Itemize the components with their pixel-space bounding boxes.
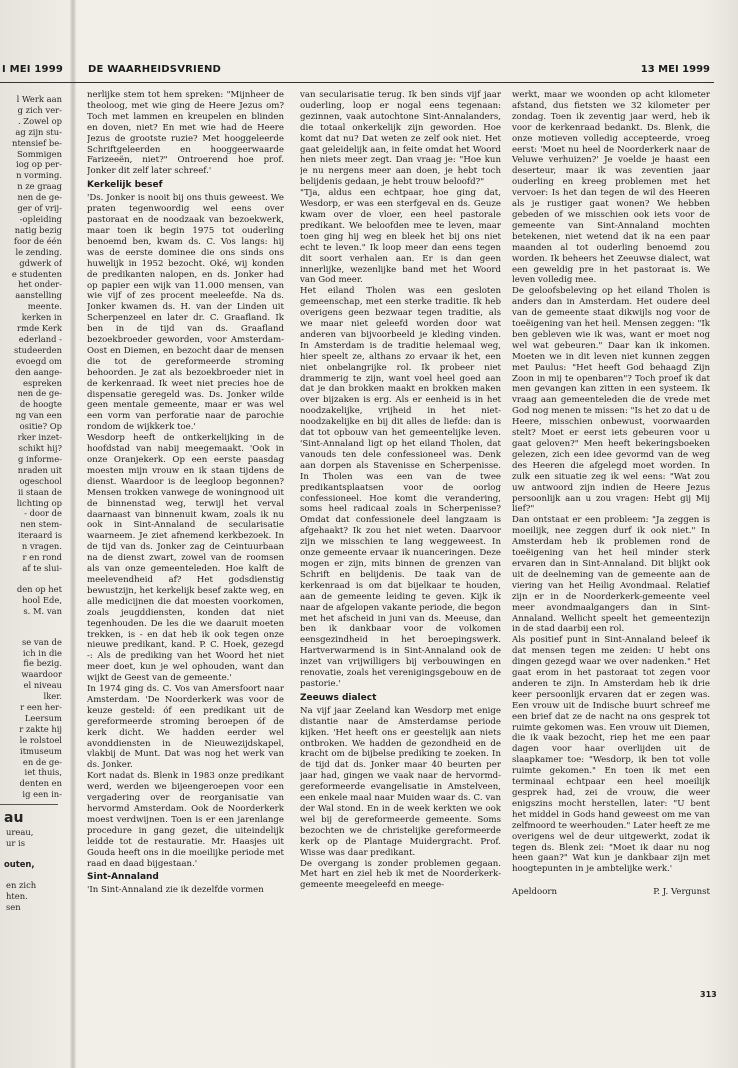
strip-rule: [0, 804, 58, 805]
paragraph: "Tja, aldus een echtpaar, hoe ging dat, Wesdorp, er was een sterfgeval en ds. Geuze kwam over de vloer, een heel pastorale predikant. We beloofden mee te leven, maar toen ging hij weg en bleek het bij ons niet echt te leven." Ik loop meer dan eens tegen dit soort verhalen aan. Er is dan geen innerlijke, wezenlijke band met het Woord van God meer.: [300, 188, 501, 286]
signature-place: Apeldoorn: [512, 887, 558, 898]
strip-line: Leersum: [24, 712, 62, 723]
strip-line: ag zijn stu-: [15, 126, 62, 137]
strip-line: fie bezig.: [23, 658, 62, 669]
strip-line: g informe-: [18, 453, 62, 464]
strip-line: en zich: [6, 879, 37, 890]
strip-line: iet thuis,: [24, 767, 62, 778]
strip-line: r zakte hij: [19, 723, 62, 734]
strip-line: ureau,: [6, 827, 34, 838]
subheading-sint-annaland: Sint-Annaland: [87, 872, 159, 883]
strip-line: l Werk aan: [16, 94, 62, 104]
strip-line: studeerden: [13, 344, 62, 355]
strip-line: n vorming.: [16, 170, 62, 181]
strip-line: ositie? Op: [19, 421, 62, 432]
strip-line: het onder-: [18, 279, 62, 290]
strip-line: rmde Kerk: [17, 323, 62, 334]
strip-line: r een her-: [20, 702, 62, 713]
left-page-strip: [0, 94, 62, 934]
strip-line: ur is: [6, 838, 26, 849]
strip-line: gdwerk of: [19, 257, 62, 268]
strip-gap: [0, 849, 62, 859]
strip-line: foor de één: [13, 235, 62, 246]
strip-gap: [0, 617, 62, 627]
strip-line: n vragen.: [21, 541, 62, 552]
strip-bold-line: outen,: [4, 859, 35, 869]
strip-line: hool Ede,: [22, 594, 62, 605]
strip-line: ntensief be-: [12, 137, 62, 148]
paragraph: Wesdorp heeft de ontkerkelijking in de hoofdstad van nabij meegemaakt. 'Ook in onze Oranjekerk. Op een eerste paasdag moesten mijn vrouw en ik staan tijdens de dienst. Waardoor is de leegloop begonnen? Mensen trokken vanwege de woningnood uit de binnenstad weg, terwijl het verval daarnaast van binnenuit kwam, zoals ik nu ook in Sint-Annaland de secularisatie waarneem. Je ziet afnemend kerkbezoek. In de tijd van ds. Jonker zag de Ceintuurbaan na de dienst zwart, zowel van de roomsen als van onze gemeenteleden. Hoe kalft de meelevendheid af? Het godsdienstig bewustzijn, het kerkelijk besef zakte weg, en alle medicijnen die dat moesten voorkomen, zoals jeugddiensten, konden dat niet tegenhouden. De les die we daaruit moeten trekken, is - en dat heb ik ook tegen onze nieuwe predikant, kand. P. C. Hoek, gezegd -: Als de prediking van het Woord het niet meer doet, kun je wel ophouden, want dan wijkt de Geest van de gemeente.': [87, 433, 284, 684]
paragraph: Kort nadat ds. Blenk in 1983 onze predikant werd, werden we bijeengeroepen voor een vergadering over de reorganisatie van hervormd Amsterdam. Ook de Noorderkerk moest verdwijnen. Toen is er een jarenlange procedure in gang gezet, die uiteindelijk leidde tot de restauratie. Mr. Haasjes uit Gouda heeft ons in die moeilijke periode met raad en daad bijgestaan.': [87, 771, 284, 869]
strip-line: . Zowel op: [17, 115, 62, 126]
page-number: 313: [700, 990, 717, 999]
paragraph: Als positief punt in Sint-Annaland beleef ik dat mensen tegen me zeiden: U hebt ons dingen gezegd waar we over nadenken." Het gaat erom in het pastoraat tot zegen voor anderen te zijn. In Amsterdam heb ik drie keer persoonlijk ervaren dat er zegen was. Een vrouw uit de Indische buurt schreef me een brief dat ze de nacht na ons gesprek tot ruimte gekomen was. Een vrouw uit Diemen, die ik vaak bezocht, riep het me een paar dagen voor haar overlijden uit de slaapkamer toe: "Wesdorp, ik ben tot volle ruimte gekomen." En toen ik met een terminaal echtpaar een heel moeilijk gesprek had, zei de vrouw, die weer enigszins mocht herstellen, later: "U bent het middel in Gods hand geweest om me van zelfmoord te weerhouden." Later heeft ze me overigens wel de deur uitgewerkt, zodat ik tegen ds. Blenk zei: "Moet ik daar nu nog heen gaan?" Wat kun je dankbaar zijn met hoogtepunten in je ambtelijke werk.': [512, 635, 710, 875]
strip-gap: [0, 627, 62, 637]
page-fold-shadow: [70, 0, 76, 1068]
strip-line: natig bezig: [14, 224, 62, 235]
strip-line: nen stem-: [20, 519, 62, 530]
strip-line: evoegd om: [15, 355, 62, 366]
subheading-kerkelijk-besef: Kerkelijk besef: [87, 180, 163, 191]
article-signature: [512, 887, 710, 898]
strip-line: ich in die: [22, 647, 62, 658]
strip-line: meente.: [27, 301, 62, 312]
strip-line: s. M. van: [23, 605, 62, 616]
strip-line: lichting op: [16, 497, 62, 508]
strip-line: ger of vrij-: [17, 203, 62, 214]
article-column-2: [300, 90, 501, 1030]
paragraph: werkt, maar we woonden op acht kilometer afstand, dus fietsten we 32 kilometer per zondag. Toen ik zeventig jaar werd, heb ik voor de kerkenraad bedankt. Ds. Blenk, die onze motieven volledig accepteerde, vroeg eerst: 'Moet nu heel de Noorderkerk naar de Veluwe verhuizen?' Je voelde je haast een deserteur, maar ik was zeventien jaar ouderling en kreeg problemen met het vervoer: Is het dan tegen de wil des Heeren als je rustiger gaat wonen? We hebben gebeden of we misschien ook iets voor de gemeente van Sint-Annaland mochten betekenen, niet wetend dat ik na een paar maanden al tot ouderling benoemd zou worden. Ik beheers het Zeeuwse dialect, wat een geweldig pre in het pastoraat is. We leven volledig mee.: [512, 90, 710, 286]
strip-line: nen de ge-: [17, 192, 62, 203]
page-header: [0, 64, 738, 80]
strip-line: en de ge-: [22, 756, 62, 767]
strip-line: Sommigen: [16, 148, 62, 159]
left-page-date: I MEI 1999: [2, 64, 64, 75]
paragraph: 'Ds. Jonker is nooit bij ons thuis geweest. We praten tegenwoordig wel eens over pastoraat en de noodzaak van bezoekwerk, maar toen ik begin 1975 tot ouderling benoemd ben, kwam ds. C. Vos langs: hij was de eerste dominee die ons sinds ons huwelijk in 1952 bezocht. Oké, wij konden de predikanten nalopen, en ds. Jonker had op papier een wijk van 11.000 mensen, van wie vijf of zes procent meeleefde. Na ds. Jonker kwamen ds. H. van der Linden uit Scherpenzeel en later dr. C. Graafland. Ik ben in de tijd van ds. Graafland bezoekbroeder geworden, voor Amsterdam-Oost en Diemen, en bezocht daar de mensen die tot de gereformeerde stroming behoorden. Je zat als bezoekbroeder niet in de kerkenraad. Ik weet niet precies hoe de dispensatie geregeld was. Ds. Jonker wilde geen mentale gemeente, maar er was wel een vorm van perforatie naar de parochie rondom de wijkkerk toe.': [87, 193, 284, 433]
paragraph: Dan ontstaat er een probleem: "Ja zeggen is moeilijk, nee zeggen durf ik ook niet." In Amsterdam heb ik problemen rond de toeëigening van het heil minder sterk ervaren dan in Sint-Annaland. Dit blijkt ook uit de deelneming van de gemeente aan de viering van het Heilig Avondmaal. Relatief zijn er in de Noorderkerk-gemeente veel meer avondmaalgangers dan in Sint-Annaland. Wellicht speelt het gemeentezijn in de stad daarbij een rol.: [512, 515, 710, 635]
strip-line: waardoor: [21, 669, 62, 680]
strip-line: de hoogte: [19, 399, 62, 410]
strip-gap: [0, 870, 62, 880]
strip-line: aanstelling: [15, 290, 62, 301]
issue-date: 13 MEI 1999: [640, 64, 710, 75]
strip-line: le rolstoel: [19, 734, 62, 745]
header-rule: [0, 82, 714, 83]
paragraph: van secularisatie terug. Ik ben sinds vijf jaar ouderling, loop er nogal eens tegenaan: gezinnen, vaak autochtone Sint-Annalanders, die totaal onkerkelijk zijn geworden. Hoe komt dat nu? Dat weten ze zelf ook niet. Het gaat geleidelijk aan, in feite omdat het Woord hen niets meer zegt. Dan vraag je: "Hoe kun je nu nergens meer aan doen, je hebt toch belijdenis gedaan, je hebt trouw beloofd?": [300, 90, 501, 188]
strip-line: den op het: [16, 583, 62, 594]
article-column-1: [87, 90, 284, 1030]
strip-line: -opleiding: [19, 213, 62, 224]
paragraph: Na vijf jaar Zeeland kan Wesdorp met enige distantie naar de Amsterdamse periode kijken. 'Het heeft ons er geestelijk aan niets ontbroken. We hadden de gezondheid en de kracht om de bijbelse prediking te zoeken. In de tijd dat ds. Jonker maar 40 beurten per jaar had, gingen we vaak naar de hervormd-gereformeerde evangelisatie in Amstelveen, een enkele maal naar Muiden waar ds. C. van der Wal stond. En in de week kerkten we ook wel bij de gereformeerde gemeente. Soms bezochten we de christelijke gereformeerde kerk op de Plantage Muidergracht. Prof. Wisse was daar predikant.: [300, 705, 501, 858]
strip-line: n ze graag: [17, 181, 62, 192]
strip-line: iog op per-: [16, 159, 62, 170]
strip-line: ig een in-: [22, 789, 62, 800]
strip-line: ii staan de: [17, 486, 62, 497]
signature-author: P. J. Vergunst: [653, 887, 710, 898]
paragraph: Het eiland Tholen was een gesloten gemeenschap, met een sterke traditie. Ik heb overigens geen bezwaar tegen traditie, als we maar niet geleefd worden door wat anderen van bijvoorbeeld je kleding vinden. In Amsterdam is de traditie helemaal weg, hier speelt ze, althans zo ervaar ik het, een niet onbelangrijke rol. Ik probeer niet drammerig te zijn, want voel heel goed aan dat je dan brokken maakt en brokken maken over bijzaken is erg. Als er eenheid is in het noodzakelijke, vrijheid in het niet-noodzakelijke en bij dit alles de liefde: dan is dat tot opbouw van het gemeentelijke leven. 'Sint-Annaland ligt op het eiland Tholen, dat vanouds ten dele confessioneel was. Denk aan dorpen als Stavenisse en Scherpenisse. In Tholen was een van de twee predikantsplaatsen voor de oorlog confessioneel. Hoe komt die verandering, soms heel radicaal zoals in Scherpenisse? Omdat dat confessionele deel langzaam is afgehaakt? Ik zou het niet weten. Daarvoor zijn we misschien te lang weggeweest. In onze gemeente ervaar ik nuanceringen. Deze mogen er zijn, mits binnen de grenzen van Schrift en belijdenis. De taak van de kerkenraad is om dat bijelkaar te houden, aan de gemeente leiding te geven. Kijk ik naar de afgelopen vakante periode, die begon met het afscheid in juni van ds. Meeuse, dan ben ik dankbaar voor de volkomen eensgezindheid in het beroepingswerk. Hartverwarmend is in Sint-Annaland ook de inzet van vrijwilligers bij verbouwingen en renovatie, zoals het verenigingsgebouw en de pastorie.': [300, 286, 501, 689]
paragraph: In 1974 ging ds. C. Vos van Amersfoort naar Amsterdam. 'De Noorderkerk was voor de keuze gesteld: óf een predikant uit de gereformeerde stroming beroepen óf de kerk dicht. We hadden eerder wel avonddiensten in de Nieuwezijdskapel, vlakbij de Munt. Dat was nog het werk van ds. Jonker.: [87, 684, 284, 771]
strip-line: el niveau: [23, 680, 62, 691]
strip-line: lker.: [43, 691, 62, 702]
strip-line: denten en: [19, 778, 62, 789]
strip-line: kerken in: [21, 312, 62, 323]
subheading-zeeuws-dialect: Zeeuws dialect: [300, 692, 377, 703]
strip-line: espreken: [22, 377, 62, 388]
strip-line: itmuseum: [20, 745, 62, 756]
strip-line: hten.: [6, 890, 28, 901]
paragraph: De geloofsbeleving op het eiland Tholen is anders dan in Amsterdam. Het oudere deel van de gemeente staat dikwijls nog voor de toeëigening van het heil. Mensen zeggen: "Ik ben gebleven wie ik was, want er moet nog wel wat gebeuren." Daar kan ik inkomen. Moeten we in dit leven niet kunnen zeggen met Paulus: "Het heeft God behaagd Zijn Zoon in mij te openbaren"? Toch proef ik dat men gevangen kan zitten in een systeem. Ik vraag aan gemeenteleden die de vrede met God nog menen te missen: "Is het zo dat u de Heere, misschien onbewust, voorwaarden stelt? Moet er eerst iets gebeuren voor u gaat geloven?" Men heeft bekeringsboeken gelezen, zich een idee gevormd van de weg des Heeren die afgelegd moet worden. In zulk een situatie zeg ik wel eens: "Wat zou uw antwoord zijn indien de Heere Jezus persoonlijk aan u zou vragen: Hebt gij Mij lief?": [512, 286, 710, 515]
strip-line: e studenten: [11, 268, 62, 279]
article-column-3: [512, 90, 710, 1020]
strip-line: schikt hij?: [18, 443, 62, 453]
strip-line: ederland -: [18, 333, 62, 344]
paragraph: De overgang is zonder problemen gegaan. Met hart en ziel heb ik met de Noorderkerk-gemeente meegeleefd en meege-: [300, 858, 501, 891]
strip-line: den aange-: [15, 366, 62, 377]
strip-line: ng van een: [15, 410, 62, 421]
paragraph: nerlijke stem tot hem spreken: "Mijnheer de theoloog, met wie ging de Heere Jezus om? Toch met lammen en kreupelen en blinden en doven, niet? En met wie had de Heere Jezus de grootste ruzie? Met hooggeleerde Schriftgeleerden en hooggeerwaarde Farizeeën, niet?" Ontroerend hoe prof. Jonker dit zelf later schreef.': [87, 90, 284, 177]
strip-line: nen de ge-: [17, 388, 62, 399]
strip-line: r en rond: [22, 552, 62, 563]
paragraph: 'In Sint-Annaland zie ik dezelfde vormen: [87, 885, 264, 896]
strip-line: le zending.: [15, 246, 62, 257]
strip-line: ogeschool: [19, 475, 62, 486]
strip-line: rker inzet-: [17, 432, 62, 443]
strip-heading: au: [4, 810, 24, 827]
strip-line: - door de: [24, 508, 62, 519]
publication-title: DE WAARHEIDSVRIEND: [88, 64, 222, 75]
strip-line: g zich ver-: [17, 104, 62, 115]
strip-line: nraden uit: [17, 464, 62, 475]
strip-gap: [0, 574, 62, 584]
strip-line: se van de: [21, 636, 62, 647]
strip-line: iteraard is: [18, 530, 62, 541]
strip-line: sen: [6, 901, 21, 912]
strip-line: af te slui-: [22, 562, 62, 573]
